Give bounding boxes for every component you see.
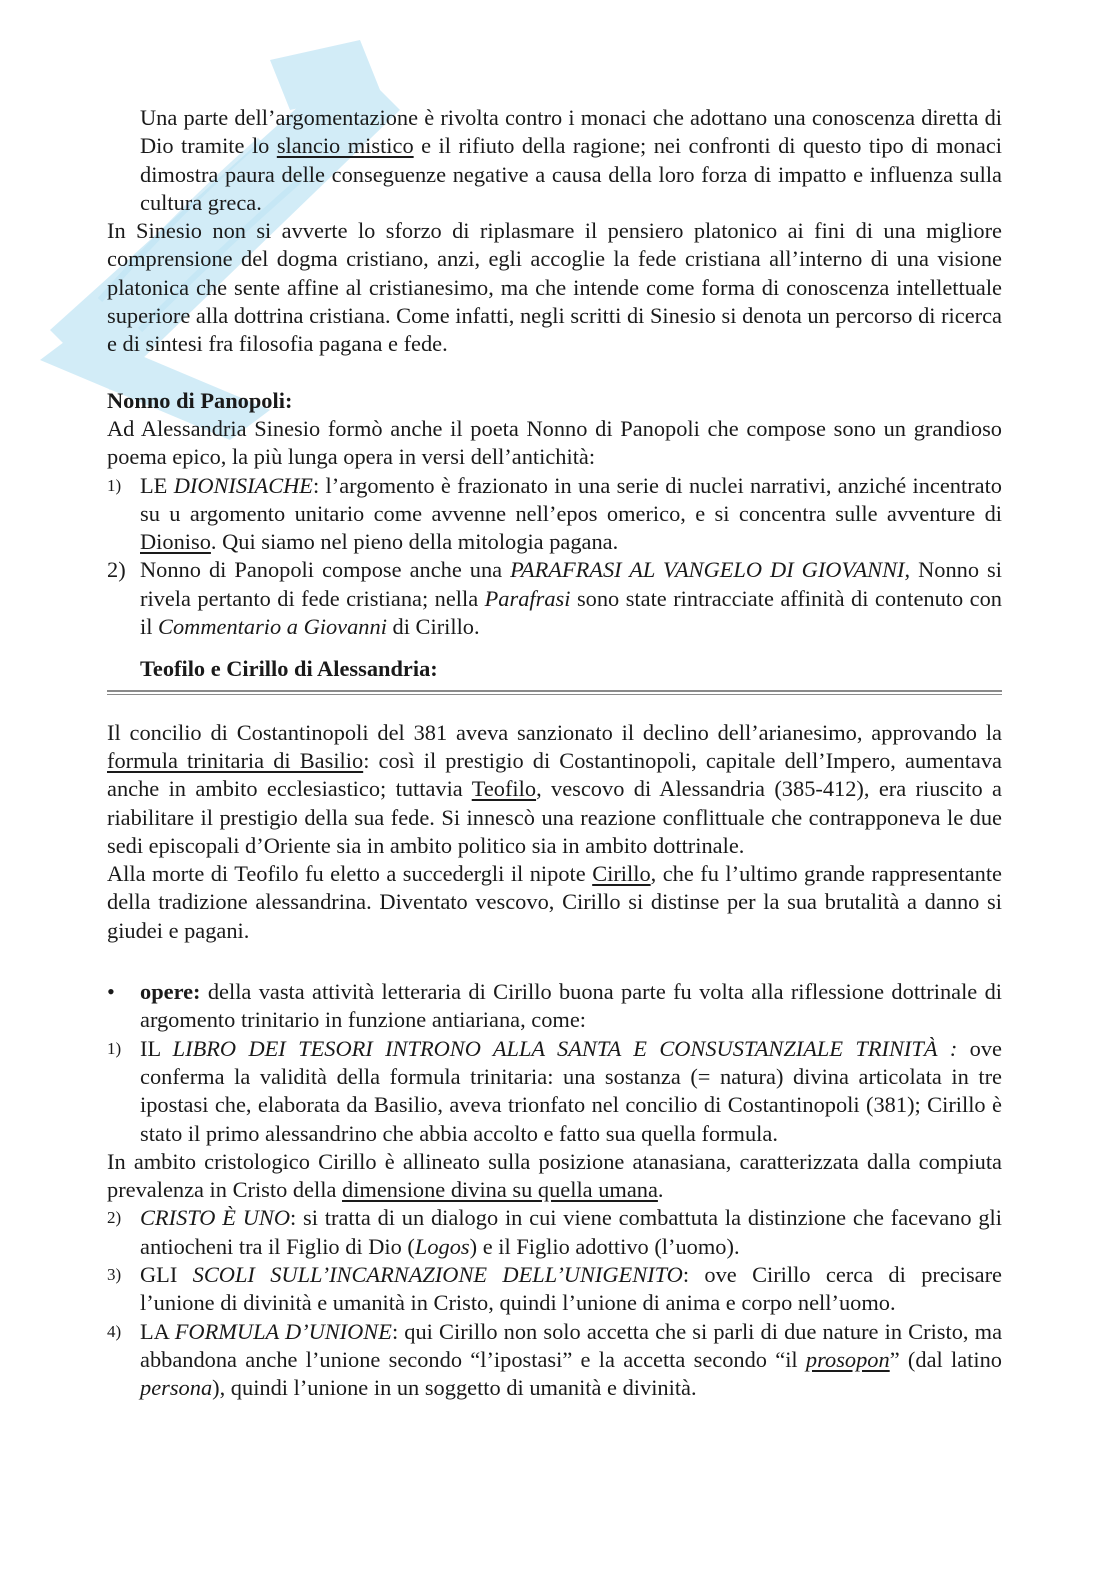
link-dioniso: Dioniso: [140, 529, 211, 555]
list-item: 2) Nonno di Panopoli compose anche una PARAFRASI AL VANGELO DI GIOVANNI, Nonno si rivela pertanto di fede cristiana; nella Parafrasi sono state rintracciate affinità di contenuto con il Commentario a Giovanni di Cirillo.: [107, 557, 1003, 640]
list-item: 2) CRISTO È UNO: si tratta di un dialogo in cui viene combattuta la distinzione che facevano gli antiocheni tra il Figlio di Dio (Logos) e il Figlio adottivo (l’uomo).: [107, 1205, 1002, 1259]
section-title: Teofilo e Cirillo di Alessandria:: [140, 656, 438, 682]
list-number: 3): [107, 1264, 122, 1284]
list-number: 2): [107, 1208, 122, 1228]
link-formula-trinitaria: formula trinitaria di Basilio: [107, 747, 364, 773]
link-prosopon: prosopon: [805, 1346, 890, 1372]
document-page: [107, 104, 1002, 1402]
list-item: 1) LE DIONISIACHE: l’argomento è frazionato in una serie di nuclei narrativi, anziché incentrato su u argomento unitario come avvenne nell’epos omerico, e si concentra sulle avventure di Dioniso. Qui siamo nel pieno della mitologia pagana.: [107, 472, 1003, 555]
list-number: 2): [107, 557, 126, 583]
paragraph-nonno-intro: Ad Alessandria Sinesio formò anche il poeta Nonno di Panopoli che compose sono un grandioso poema epico, la più lunga opera in versi dell’antichità:: [107, 415, 1002, 470]
paragraph-concilio: Il concilio di Costantinopoli del 381 aveva sanzionato il declino dell’arianesimo, approvando la formula trinitaria di Basilio: così il prestigio di Costantinopoli, capitale dell’Impero, aumentava anche in ambito ecclesiastico; tuttavia Teofilo, vescovo di Alessandria (385-412), era riuscito a riabilitare il prestigio della sua fede. Si innescò una reazione conflittuale che contrapponeva le due sedi episcopali d’Oriente sia in ambito politico sia in ambito dottrinale.: [107, 719, 1002, 858]
link-cirillo: Cirillo: [592, 861, 651, 887]
bullet-icon: •: [107, 979, 115, 1005]
link-dimensione-divina: dimensione divina su quella umana: [342, 1177, 658, 1203]
link-slancio-mistico: slancio mistico: [276, 133, 414, 159]
link-teofilo: Teofilo: [471, 776, 537, 802]
section-divider: [107, 690, 1002, 695]
heading-nonno: Nonno di Panopoli:: [107, 387, 293, 413]
list-item: 3) GLI SCOLI SULL’INCARNAZIONE DELL’UNIGENITO: ove Cirillo cerca di precisare l’unione di divinità e umanità in Cristo, quindi l’unione di anima e corpo nell’uomo.: [107, 1261, 1002, 1316]
list-number: 1): [107, 475, 122, 495]
list-number: 1): [107, 1038, 122, 1058]
bullet-opere: • opere: della vasta attività letteraria di Cirillo buona parte fu volta alla riflessione dottrinale di argomento trinitario in funzione antiariana, come:: [107, 979, 1002, 1033]
paragraph-monaci: Una parte dell’argomentazione è rivolta contro i monaci che adottano una conoscenza diretta di Dio tramite lo slancio mistico e il rifiuto della ragione; nei confronti di questo tipo di monaci dimostra paura delle conseguenze negative a causa della loro forza di impatto e influenza sulla cultura greca.: [140, 105, 1002, 215]
paragraph-cirillo: Alla morte di Teofilo fu eletto a succedergli il nipote Cirillo, che fu l’ultimo grande rappresentante della tradizione alessandrina. Diventato vescovo, Cirillo si distinse per la sua brutalità a danno si giudei e pagani.: [107, 861, 1002, 943]
list-number: 4): [107, 1321, 122, 1341]
list-item: 4) LA FORMULA D’UNIONE: qui Cirillo non solo accetta che si parli di due nature in Cristo, ma abbandona anche l’unione secondo “l’ipostasi” e la accetta secondo “il prosopon” (dal latino persona), quindi l’unione in un soggetto di umanità e divinità.: [107, 1318, 1003, 1401]
list-item: 1) IL LIBRO DEI TESORI INTRONO ALLA SANTA E CONSUSTANZIALE TRINITÀ : ove conferma la validità della formula trinitaria: una sostanza (= natura) divina articolata in tre ipostasi che, elaborata da Basilio, aveva trionfato nel concilio di Costantinopoli (381); Cirillo è stato il primo alessandrino che abbia accolto e fatto sua quella formula.: [107, 1035, 1002, 1146]
paragraph-sinesio: In Sinesio non si avverte lo sforzo di riplasmare il pensiero platonico ai fini di una migliore comprensione del dogma cristiano, anzi, egli accoglie la fede cristiana all’interno di una visione platonica che sente affine al cristianesimo, ma che intende come forma di conoscenza intellettuale superiore alla dottrina cristiana. Come infatti, negli scritti di Sinesio si denota un percorso di ricerca e di sintesi fra filosofia pagana e fede.: [107, 218, 1002, 357]
paragraph-cristologico: In ambito cristologico Cirillo è allineato sulla posizione atanasiana, caratterizzata dalla compiuta prevalenza in Cristo della dimensione divina su quella umana.: [107, 1148, 1002, 1203]
